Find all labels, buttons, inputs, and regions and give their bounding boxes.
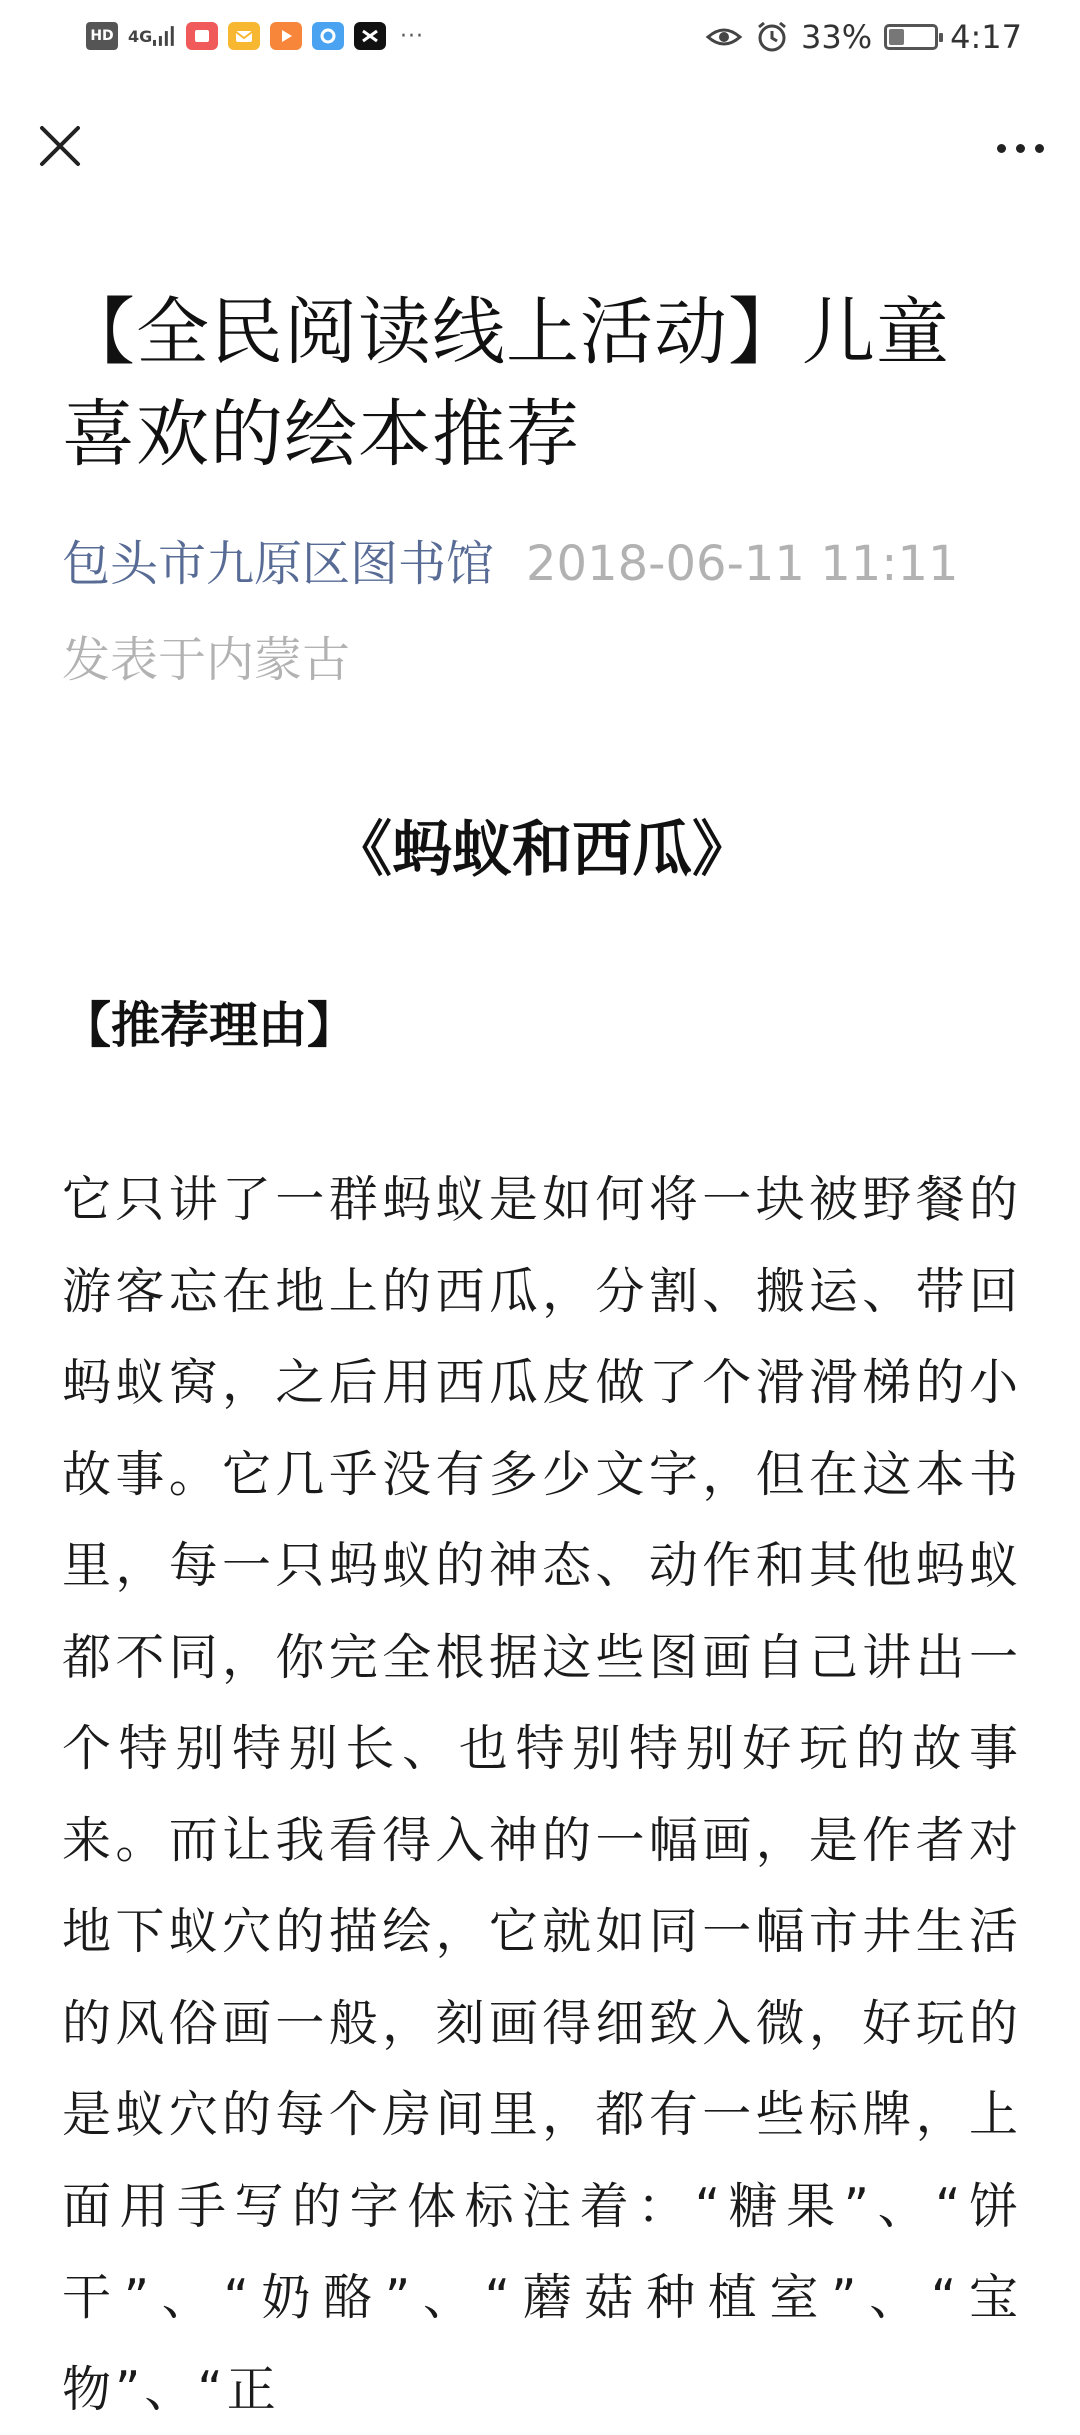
article-nav-bar: [0, 100, 1080, 210]
publish-location: 发表于内蒙古: [62, 632, 351, 688]
signal-bars-icon: [152, 25, 176, 47]
article-meta: [62, 516, 1022, 708]
publish-date: 2018-06-11 11:11: [526, 536, 959, 592]
battery-percent: 33%: [801, 18, 873, 56]
app-cloud-icon: [312, 22, 344, 50]
status-overflow: ···: [400, 23, 424, 49]
more-icon[interactable]: [990, 130, 1050, 166]
app-red-icon: [186, 22, 218, 50]
book-title: 《蚂蚁和西瓜》: [332, 815, 752, 885]
app-play-icon: [270, 22, 302, 50]
status-right: [705, 18, 1022, 56]
section-heading: 【推荐理由】: [62, 997, 357, 1054]
app-capcut-icon: [354, 22, 386, 50]
status-bar: [0, 0, 1080, 80]
article-paragraph: 它只讲了一群蚂蚁是如何将一块被野餐的游客忘在地上的西瓜，分割、搬运、带回蚂蚁窝，之后用西瓜皮做了个滑滑梯的小故事。它几乎没有多少文字，但在这本书里，每一只蚂蚁的神态、动作和其他蚂蚁都不同，你完全根据这些图画自己讲出一个特别特别长、也特别特别好玩的故事来。而让我看得入神的一幅画，是作者对地下蚁穴的描绘，它就如同一幅市井生活的风俗画一般，刻画得细致入微，好玩的是蚁穴的每个房间里，都有一些标牌，上面用手写的字体标注着：“糖果”、“饼干”、“奶酪”、“蘑菇种植室”、“宝物”、“正: [62, 1171, 1022, 2418]
signal-icon: [128, 22, 176, 50]
author-link[interactable]: 包头市九原区图书馆: [62, 536, 495, 592]
alarm-icon: [755, 20, 789, 54]
article-title: 【全民阅读线上活动】儿童喜欢的绘本推荐: [62, 290, 950, 477]
article-content: [62, 282, 1022, 2435]
eye-comfort-icon: [705, 24, 743, 50]
hd-badge: HD: [86, 22, 118, 50]
clock: 4:17: [950, 18, 1022, 56]
battery-icon: [884, 24, 938, 50]
status-left: [86, 22, 424, 50]
app-mail-icon: [228, 22, 260, 50]
network-label: 4G: [128, 26, 153, 46]
battery-fill: [889, 29, 904, 45]
close-icon[interactable]: [32, 118, 88, 174]
